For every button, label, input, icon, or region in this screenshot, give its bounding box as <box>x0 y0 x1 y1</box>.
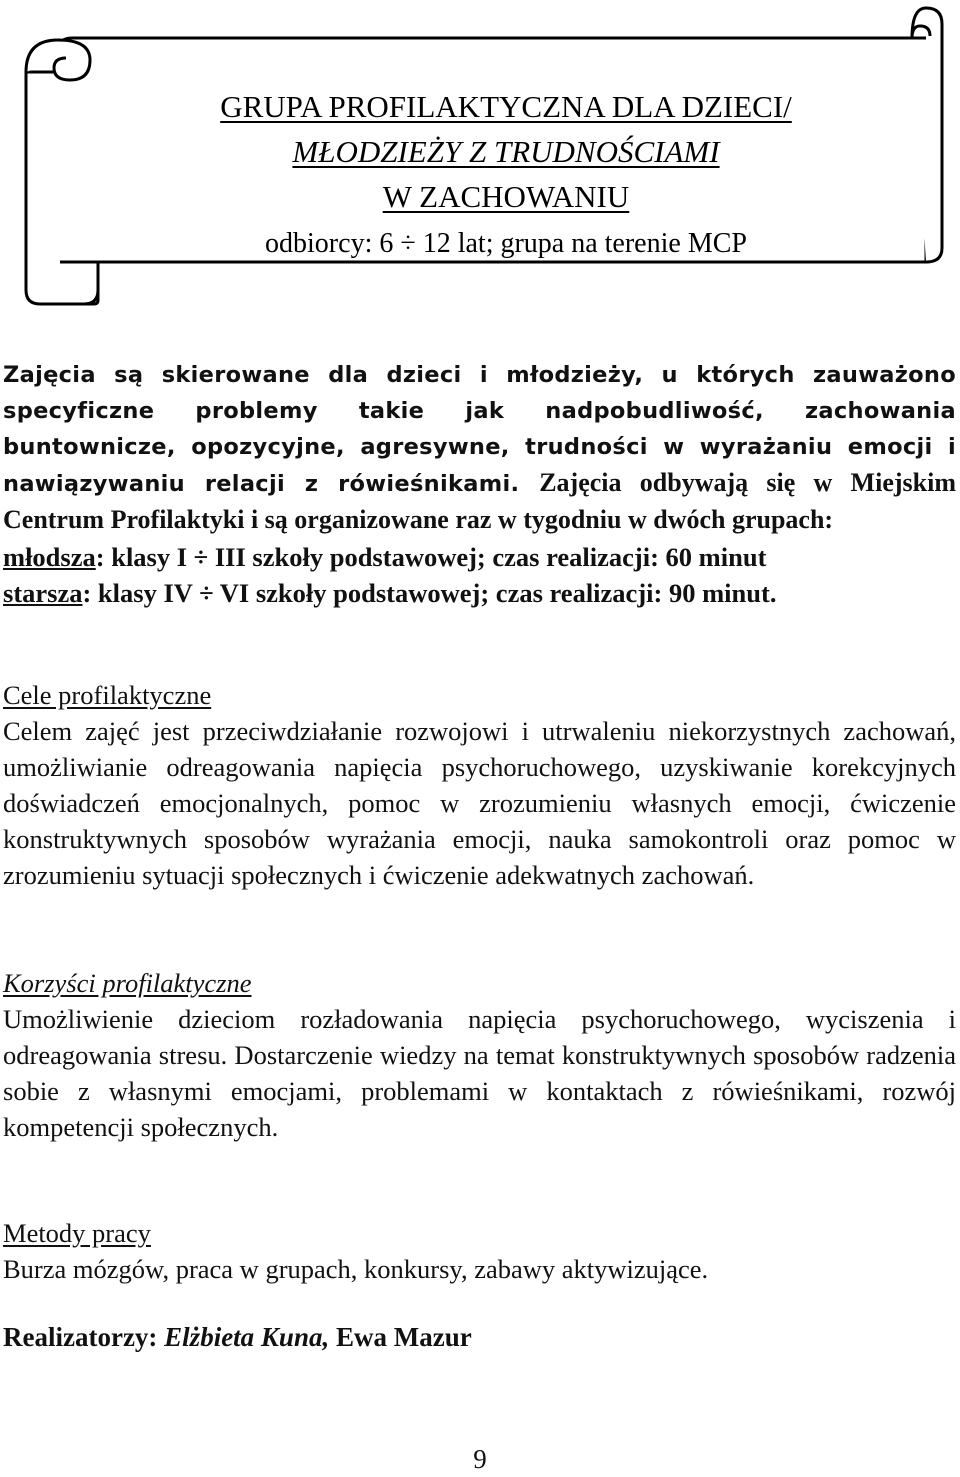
intro-paragraph <box>3 357 956 539</box>
benefits-text: Umożliwienie dzieciom rozładowania napięcia psychoruchowego, wyciszenia i odreagowania stresu. Dostarczenie wiedzy na temat konstruktywnych sposobów radzenia sobie z własnymi emocjami, problemami w kontaktach z rówieśnikami, rozwój kompetencji społecznych. <box>3 1004 956 1142</box>
group-young <box>3 539 956 575</box>
goals-text: Celem zajęć jest przeciwdziałanie rozwojowi i utrwaleniu niekorzystnych zachowań, umożliwianie odreagowania napięcia psychoruchowego, uzyskiwanie korekcyjnych doświadczeń emocjonalnych, pomoc w zrozumieniu własnych emocji, ćwiczenie konstruktywnych sposobów wyrażania emocji, nauka samokontroli oraz pomoc w zrozumieniu sytuacji społecznych i ćwiczenie adekwatnych zachowań. <box>3 716 956 890</box>
banner-title-line-2: MŁODZIEŻY Z TRUDNOŚCIAMI <box>292 134 720 169</box>
intro-section <box>3 357 956 611</box>
benefits-heading: Korzyści profilaktyczne <box>3 968 252 998</box>
group-young-text: : klasy I ÷ III szkoły podstawowej; czas realizacji: 60 minut <box>95 542 767 572</box>
group-old-label: starsza <box>3 578 83 608</box>
banner-title-block <box>100 84 912 266</box>
group-old-text: : klasy IV ÷ VI szkoły podstawowej; czas realizacji: 90 minut. <box>82 578 777 608</box>
group-old <box>3 575 956 611</box>
methods-text: Burza mózgów, praca w grupach, konkursy, zabawy aktywizujące. <box>3 1254 709 1284</box>
page-number: 9 <box>473 1444 487 1474</box>
intro-text-a: Zajęcia są skierowane dla dzieci i młodzieży, u których zauważono specyficzne problemy takie jak nadpobudliwość, zachowania buntownicze, opozycyjne, agresywne, trudności w wyrażaniu emocji i nawiązywaniu relacji z rówieśnikami. <box>3 362 956 497</box>
goals-section <box>3 677 956 893</box>
methods-heading: Metody pracy <box>3 1218 151 1248</box>
intro-text-b: Zajęcia odbywają się w Miejskim Centrum Profilaktyki i są organizowane raz w tygodniu w dwóch grupach: <box>3 468 956 534</box>
banner-title-line-3: W ZACHOWANIU <box>382 179 630 214</box>
authors-line <box>3 1322 472 1353</box>
goals-heading: Cele profilaktyczne <box>3 680 212 710</box>
author-name-2: Ewa Mazur <box>329 1322 472 1352</box>
benefits-section <box>3 965 956 1145</box>
banner-title-line-1: GRUPA PROFILAKTYCZNA DLA DZIECI/ <box>220 89 792 124</box>
author-name-1: Elżbieta Kuna, <box>164 1322 330 1352</box>
group-young-label: młodsza <box>3 542 96 572</box>
authors-label: Realizatorzy: <box>3 1322 165 1352</box>
methods-section <box>3 1215 956 1287</box>
banner-audience: odbiorcy: 6 ÷ 12 lat; grupa na terenie MCP <box>265 228 747 259</box>
